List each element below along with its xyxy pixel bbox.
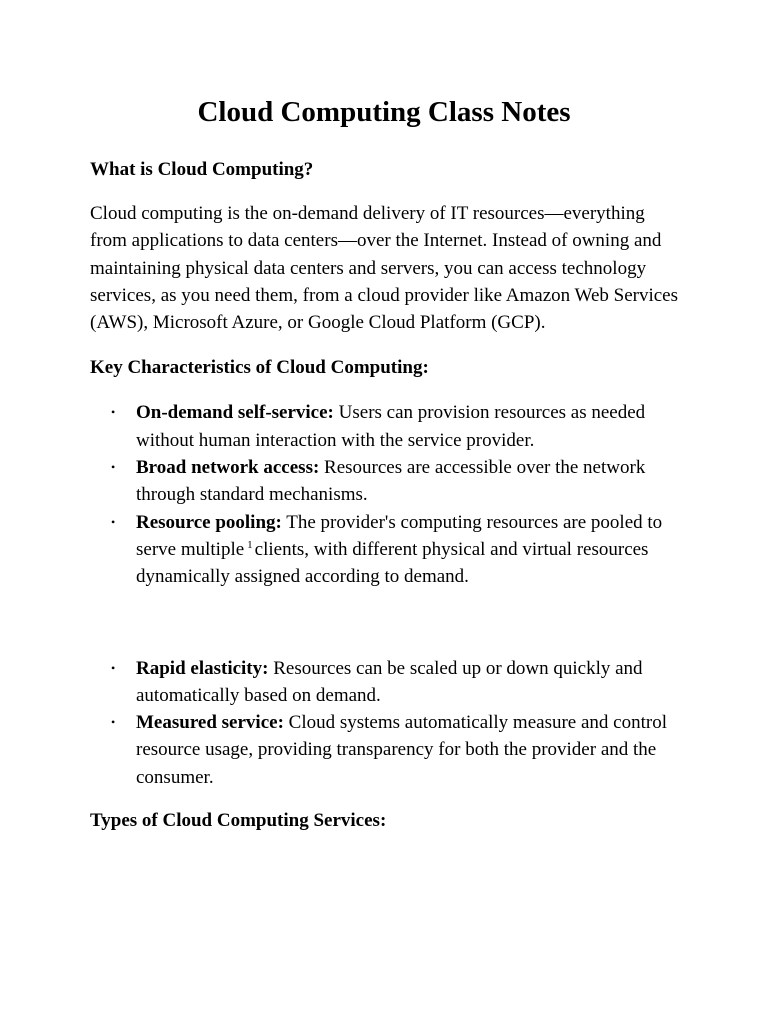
bullet-icon: •: [111, 715, 116, 730]
item-text: Users can provision resources as needed without human interaction with the service provider.: [136, 402, 646, 451]
item-term: Measured service:: [136, 712, 284, 734]
item-term: Broad network access:: [136, 457, 320, 479]
item-text: The provider's computing resources are pooled to serve multiple: [136, 511, 663, 560]
item-term: Resource pooling:: [136, 511, 282, 533]
bullet-icon: •: [111, 405, 116, 420]
bullet-icon: •: [111, 660, 116, 675]
bullet-icon: •: [111, 460, 116, 475]
heading-what-is-cloud-computing: What is Cloud Computing?: [90, 159, 314, 180]
heading-types-of-services: Types of Cloud Computing Services:: [90, 810, 387, 832]
bullet-icon: •: [111, 514, 116, 529]
item-text: Resources are accessible over the network through standard mechanisms.: [136, 457, 646, 506]
paragraph-definition: Cloud computing is the on-demand delivery of IT resources—everything from applications to data centers—over the Internet. Instead of owning and maintaining physical data centers and servers, you can access technology services, as you need them, from a cloud provider like Amazon Web Services (AWS), Microsoft Azure, or Google Cloud Platform (GCP).: [90, 203, 678, 334]
heading-key-characteristics: Key Characteristics of Cloud Computing:: [90, 357, 429, 379]
item-term: Rapid elasticity:: [136, 657, 269, 679]
footnote-marker: 1: [247, 538, 253, 551]
list-item: [90, 509, 678, 591]
list-item: [90, 709, 678, 791]
characteristics-list: [90, 399, 678, 590]
document-title: Cloud Computing Class Notes: [197, 96, 571, 128]
list-item: [90, 399, 678, 454]
item-text: Cloud systems automatically measure and control resource usage, providing transparency for both the provider and the consumer.: [136, 712, 667, 788]
item-term: On-demand self-service:: [136, 402, 334, 424]
blank-gap: [90, 591, 678, 655]
item-text-continued: clients, with different physical and virtual resources dynamically assigned according to demand.: [136, 538, 649, 588]
item-text: Resources can be scaled up or down quickly and automatically based on demand.: [136, 657, 643, 706]
list-item: [90, 454, 678, 509]
characteristics-list-continued: [90, 655, 678, 791]
list-item: [90, 655, 678, 710]
